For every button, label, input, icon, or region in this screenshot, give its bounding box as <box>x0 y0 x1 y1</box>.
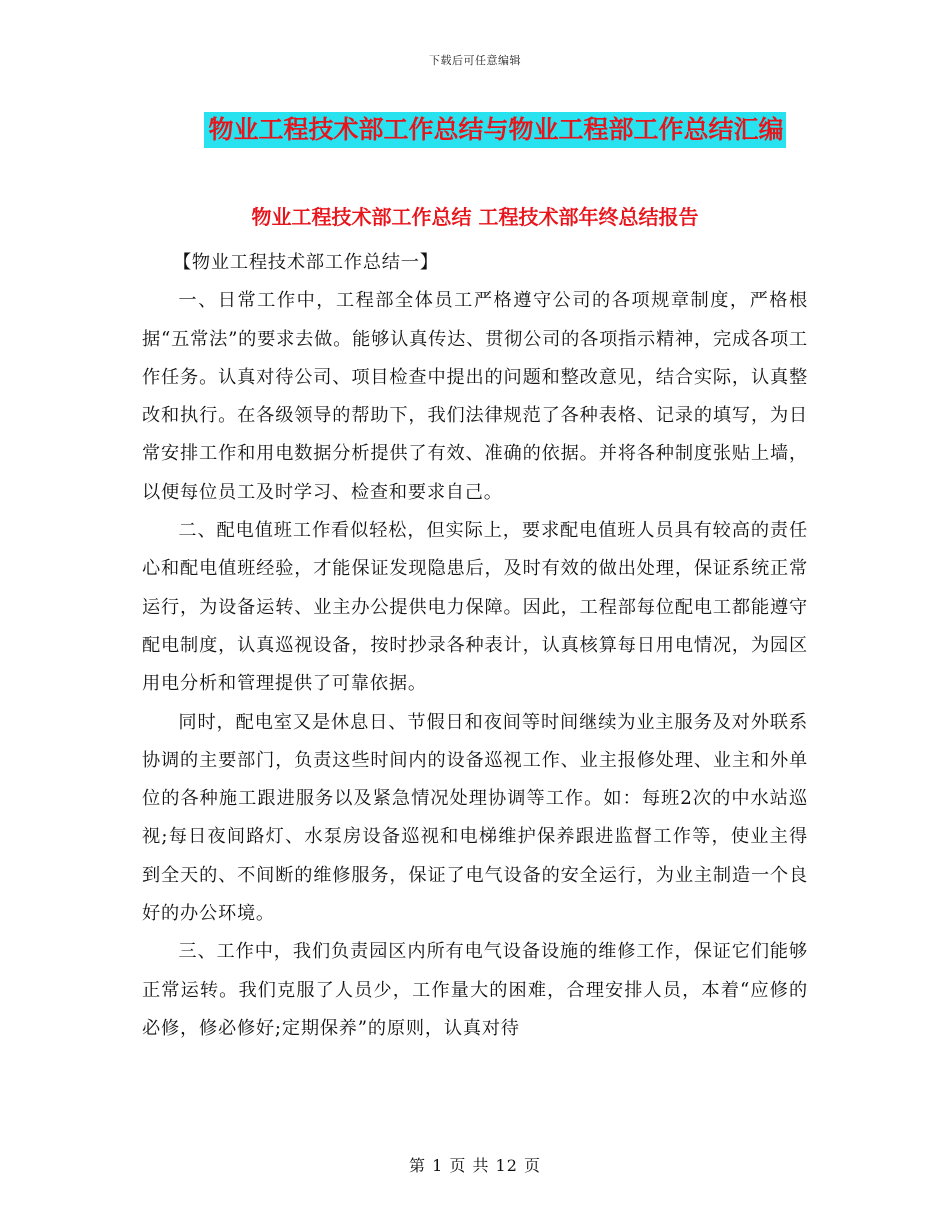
document-subtitle: 物业工程技术部工作总结 工程技术部年终总结报告 <box>251 205 699 229</box>
page-number: 第 1 页 共 12 页 <box>409 1156 541 1175</box>
document-body <box>142 244 808 1048</box>
body-paragraph: 三、工作中，我们负责园区内所有电气设备设施的维修工作，保证它们能够正常运转。我们克服了人员少，工作量大的困难，合理安排人员，本着“应修的必修，修必修好;定期保养”的原则，认真对待 <box>142 941 808 1039</box>
body-paragraph: 二、配电值班工作看似轻松，但实际上，要求配电值班人员具有较高的责任心和配电值班经验，才能保证发现隐患后，及时有效的做出处理，保证系统正常运行，为设备运转、业主办公提供电力保障。因此，工程部每位配电工都能遵守配电制度，认真巡视设备，按时抄录各种表计，认真核算每日用电情况，为园区用电分析和管理提供了可靠依据。 <box>142 520 808 695</box>
section-heading: 【物业工程技术部工作总结一】 <box>172 252 439 273</box>
document-title-container <box>0 112 950 148</box>
body-paragraph: 同时，配电室又是休息日、节假日和夜间等时间继续为业主服务及对外联系协调的主要部门，负责这些时间内的设备巡视工作、业主报修处理、业主和外单位的各种施工跟进服务以及紧急情况处理协调等工作。如：每班2次的中水站巡视;每日夜间路灯、水泵房设备巡视和电梯维护保养跟进监督工作等，使业主得到全天的、不间断的维修服务，保证了电气设备的安全运行，为业主制造一个良好的办公环境。 <box>142 711 808 925</box>
body-paragraph: 一、日常工作中，工程部全体员工严格遵守公司的各项规章制度，严格根据“五常法”的要求去做。能够认真传达、贯彻公司的各项指示精神，完成各项工作任务。认真对待公司、项目检查中提出的问题和整改意见，结合实际，认真整改和执行。在各级领导的帮助下，我们法律规范了各种表格、记录的填写，为日常安排工作和用电数据分析提供了有效、准确的依据。并将各种制度张贴上墙，以便每位员工及时学习、检查和要求自己。 <box>142 290 808 503</box>
document-title: 物业工程技术部工作总结与物业工程部工作总结汇编 <box>204 112 785 148</box>
page-header-note: 下载后可任意编辑 <box>429 54 521 67</box>
